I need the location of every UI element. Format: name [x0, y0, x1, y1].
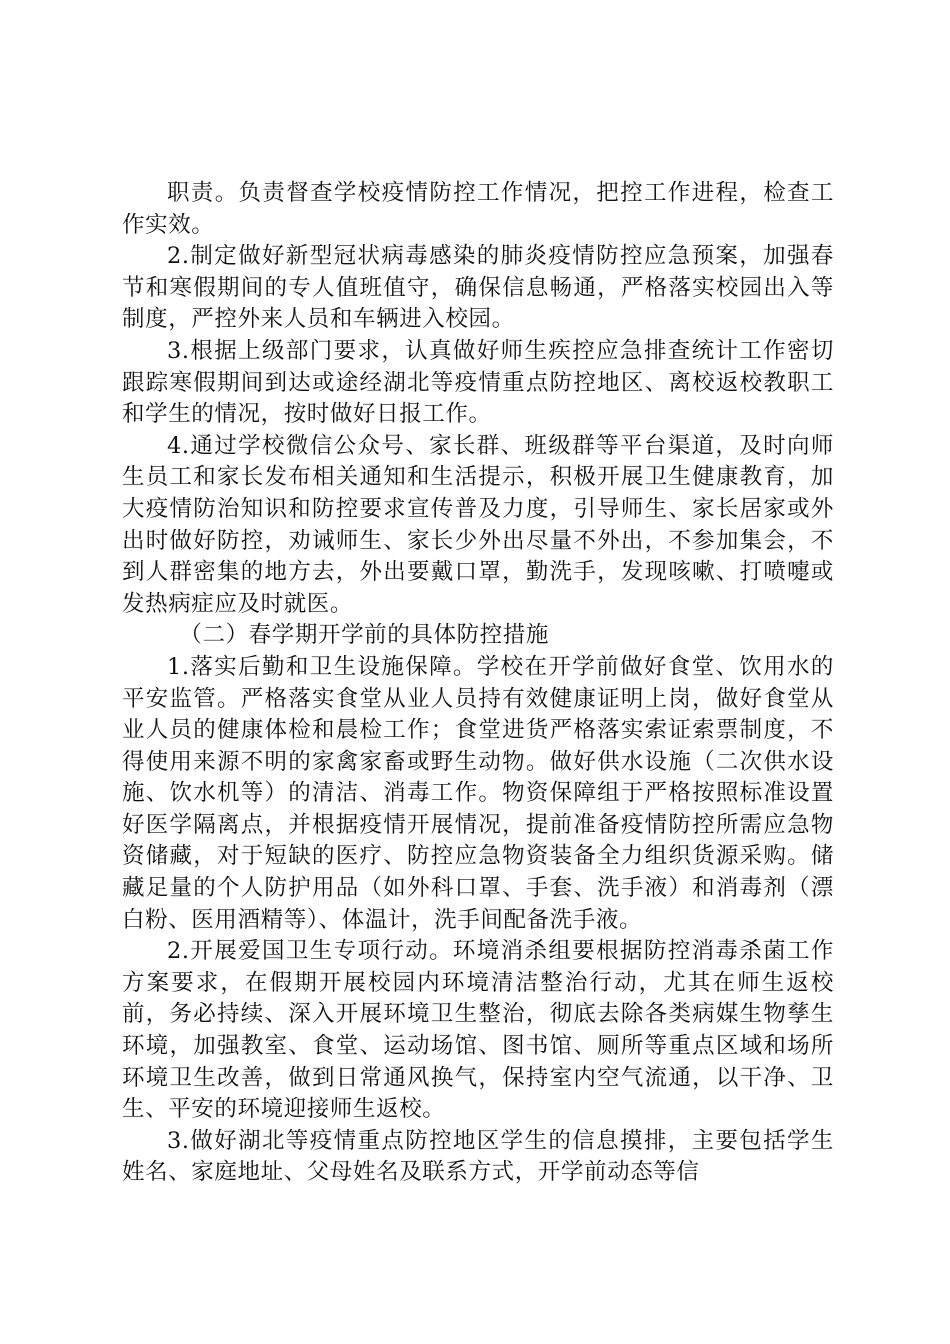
document-body — [122, 178, 834, 1189]
paragraph-item-2-emergency-plan: 2.制定做好新型冠状病毒感染的肺炎疫情防控应急预案，加强春节和寒假期间的专人值班值守，确保信息畅通，严格落实校园出入等制度，严控外来人员和车辆进入校园。 — [122, 243, 834, 333]
paragraph-item-3-student-info: 3.做好湖北等疫情重点防控地区学生的信息摸排，主要包括学生姓名、家庭地址、父母姓名及联系方式，开学前动态等信 — [122, 1127, 834, 1186]
paragraph-item-4-publicity: 4.通过学校微信公众号、家长群、班级群等平台渠道，及时向师生员工和家长发布相关通知和生活提示，积极开展卫生健康教育，加大疫情防治知识和防控要求宣传普及力度，引导师生、家长居家或外出时做好防控，劝诫师生、家长少外出尽量不外出，不参加集会，不到人群密集的地方去，外出要戴口罩，勤洗手，发现咳嗽、打喷嚏或发热病症应及时就医。 — [122, 432, 834, 617]
paragraph-item-3-screening: 3.根据上级部门要求，认真做好师生疾控应急排查统计工作密切跟踪寒假期间到达或途经湖北等疫情重点防控地区、离校返校教职工和学生的情况，按时做好日报工作。 — [122, 337, 834, 428]
section-heading-pre-semester: （二）春学期开学前的具体防控措施 — [179, 622, 549, 649]
paragraph-item-2-sanitation: 2.开展爱国卫生专项行动。环境消杀组要根据防控消毒杀菌工作方案要求，在假期开展校园内环境清洁整治行动，尤其在师生返校前，务必持续、深入开展环境卫生整治，彻底去除各类病媒生物孳生环境，加强教室、食堂、运动场馆、图书馆、厕所等重点区域和场所环境卫生改善，做到日常通风换气，保持室内空气流通，以干净、卫生、平安的环境迎接师生返校。 — [122, 938, 834, 1123]
paragraph-duties: 职责。负责督查学校疫情防控工作情况，把控工作进程，检查工作实效。 — [122, 180, 834, 238]
paragraph-item-1-logistics: 1.落实后勤和卫生设施保障。学校在开学前做好食堂、饮用水的平安监管。严格落实食堂从业人员持有效健康证明上岗，做好食堂从业人员的健康体检和晨检工作；食堂进货严格落实索证索票制度，不得使用来源不明的家禽家畜或野生动物。做好供水设施（二次供水设施、饮水机等）的清洁、消毒工作。物资保障组于严格按照标准设置好医学隔离点，并根据疫情开展情况，提前准备疫情防控所需应急物资储藏，对于短缺的医疗、防控应急物资装备全力组织货源采购。储藏足量的个人防护用品（如外科口罩、手套、洗手液）和消毒剂（漂白粉、医用酒精等）、体温计，洗手间配备洗手液。 — [122, 653, 834, 933]
